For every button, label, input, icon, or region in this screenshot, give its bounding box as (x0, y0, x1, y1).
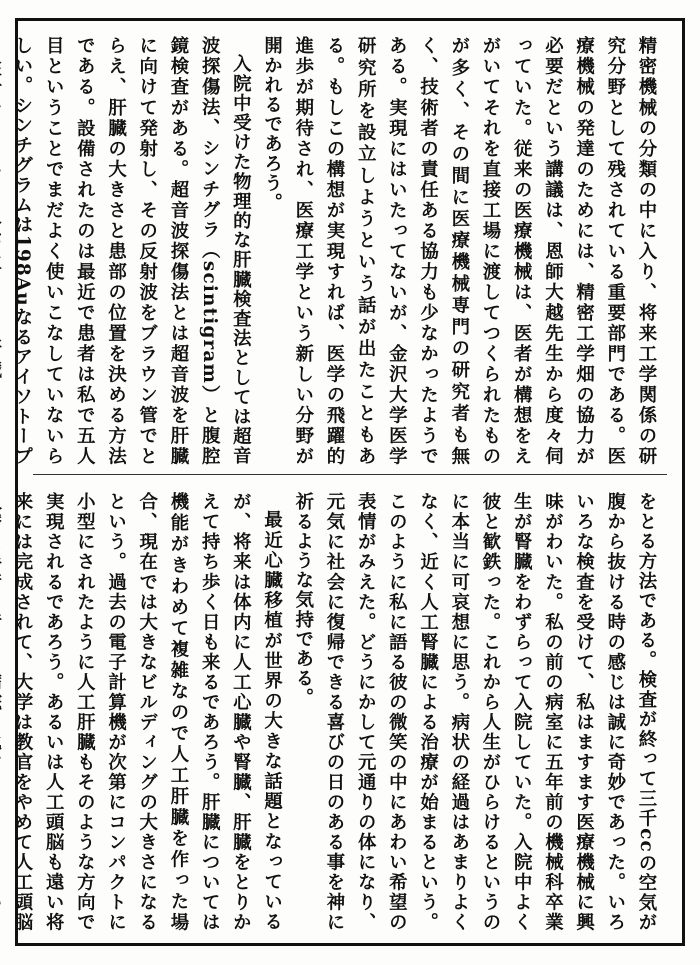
paragraph-precision-engineering: 精密機械の分類の中に入り、将来工学関係の研究分野として残されている重要部門である。医療機械の発達のためには、精密工学畑の協力が必要だという講議は、恩師大越先生から度々伺っていた。従来の医療機械は、医者が構想をえがいてそれを直接工場に渡してつくられたものが多く、その間に医療機械専門の研究者も無く、技術者の責任ある協力も少なかったようである。実現にはいたってないが、金沢大学医学研究所を設立しようという話が出たこともある。もしこの構想が実現すれば、医学の飛躍的進歩が期待され、医療工学という新しい分野が開かれるであろう。 (261, 36, 657, 466)
upper-text-block (11, 36, 662, 466)
paragraph-hospital-experience: をとる方法である。検査が終って三千ccの空気が腹から抜ける時の感じは誠に奇妙であった。いろいろな検査を受けて、私はますます医療機械に興味がわいた。私の前の病室に五年前の機械科卒業生が腎臓をわずらって入院していた。入院中よく彼と歓鉄った。これから人生がひらけるというのに本当に可哀想に思う。病状の経過はあまりよくなく、近く人工腎臓による治療が始まるという。このように私に語る彼の微笑の中にあわい希望の表情がみえた。どうにかして元通りの体になり、元気に社会に復帰できる喜びの日のある事を神に祈るような気持である。 (292, 492, 657, 932)
paragraph-artificial-organs: 最近心臓移植が世界の大きな話題となっているが、将来は体内に人工心臓や腎臓、肝臓をとりかえて持ち歩く日も来るであろう。肝臓については機能がきわめて複雑なので人工肝臓を作った場合、現在では大きなビルディングの大きさになるという。過去の電子計算機が次第にコンパクトに小型にされたように人工肝臓もそのような方向で実現されるであろう。あるいは人工頭脳も遠い将来には完成されて、大学は教官をやめて人工頭脳 (11, 492, 283, 932)
lower-text-block (11, 492, 662, 932)
section-divider (33, 474, 667, 475)
paragraph-liver-examination: 入院中受けた物理的な肝臓検査法としては超音波探傷法、シンチグラ（scintigram）と腹腔鏡検査がある。超音波探傷法とは超音波を肝臓に向けて発射し、その反射波をブラウン管でとらえ、肝臓の大きさと患部の位置を決める方法である。設備されたのは最近で患者は私で五人目ということでまだよく使いこなしていないらしい。シンチグラムは198Auなるアイソトープ (11, 36, 252, 466)
